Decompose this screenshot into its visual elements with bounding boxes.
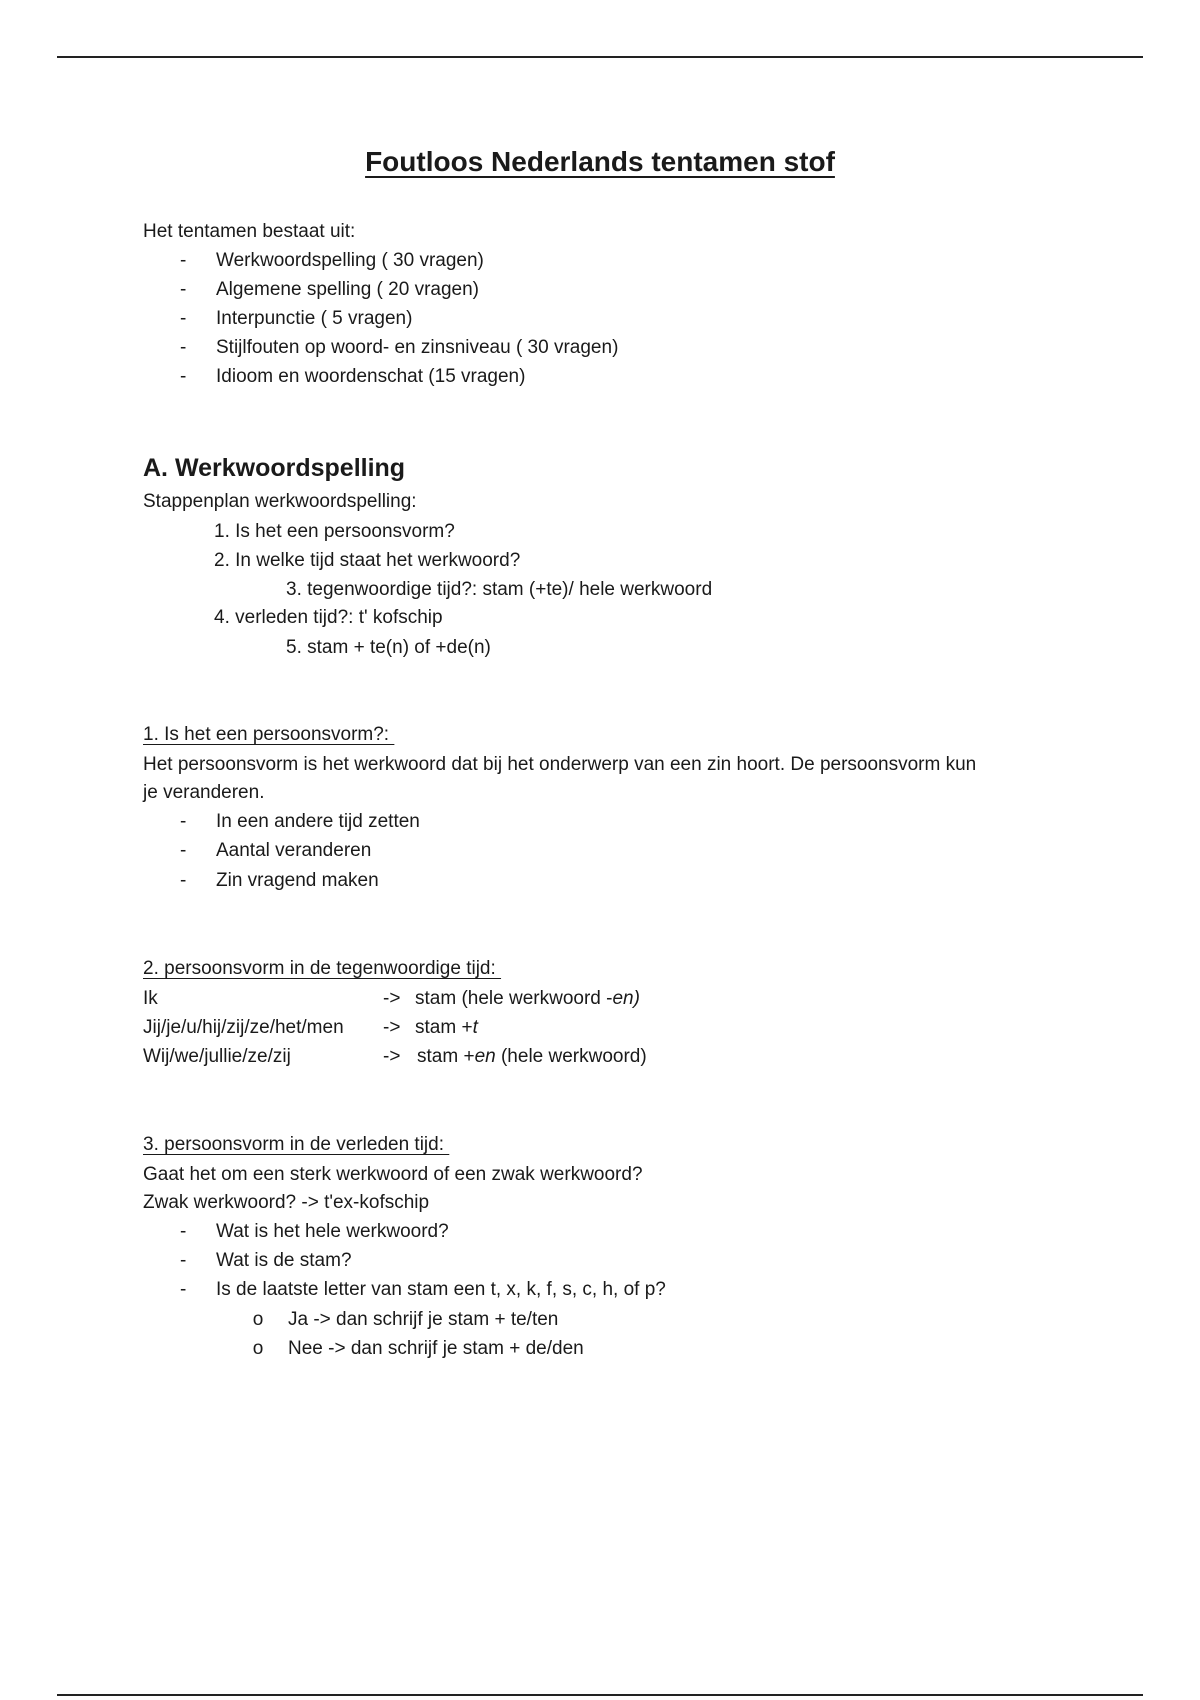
list-item-text: Wat is het hele werkwoord? <box>216 1221 449 1242</box>
list-item-text: Idioom en woordenschat (15 vragen) <box>216 366 526 387</box>
rule-cell: stam (hele werkwoord -en) <box>415 988 640 1009</box>
step-item: 4. verleden tijd?: t' kofschip <box>214 607 443 628</box>
paragraph-line: je veranderen. <box>143 782 265 803</box>
list-item-text: Aantal veranderen <box>216 840 372 861</box>
paragraph-line: Zwak werkwoord? -> t'ex-kofschip <box>143 1192 430 1213</box>
subject-cell: Jij/je/u/hij/zij/ze/het/men <box>143 1017 344 1038</box>
arrow-cell: -> <box>383 1046 401 1067</box>
subheading-verleden-tijd: 3. persoonsvorm in de verleden tijd: <box>143 1134 450 1155</box>
dash-bullet: - <box>180 250 187 271</box>
list-item-text: Stijlfouten op woord- en zinsniveau ( 30 vragen) <box>216 337 619 358</box>
dash-bullet: - <box>180 1279 187 1300</box>
step-item: 5. stam + te(n) of +de(n) <box>286 637 491 658</box>
rule-cell: stam +t <box>415 1017 478 1038</box>
list-item-text: Interpunctie ( 5 vragen) <box>216 308 413 329</box>
list-item-text: Werkwoordspelling ( 30 vragen) <box>216 250 484 271</box>
list-item-text: Is de laatste letter van stam een t, x, k, f, s, c, h, of p? <box>216 1279 666 1300</box>
footer-rule <box>57 1694 1143 1696</box>
arrow-cell: -> <box>383 1017 401 1038</box>
step-item: 3. tegenwoordige tijd?: stam (+te)/ hele werkwoord <box>286 579 713 600</box>
header-rule <box>57 56 1143 58</box>
step-item: 2. In welke tijd staat het werkwoord? <box>214 550 521 571</box>
subheading-persoonsvorm: 1. Is het een persoonsvorm?: <box>143 724 395 745</box>
arrow-cell: -> <box>383 988 401 1009</box>
rule-cell: stam +en (hele werkwoord) <box>417 1046 647 1067</box>
subject-cell: Wij/we/jullie/ze/zij <box>143 1046 291 1067</box>
dash-bullet: - <box>180 811 187 832</box>
page-title: Foutloos Nederlands tentamen stof <box>365 146 835 177</box>
list-item-text: Nee -> dan schrijf je stam + de/den <box>288 1338 584 1359</box>
dash-bullet: - <box>180 1221 187 1242</box>
section-heading-werkwoordspelling: A. Werkwoordspelling <box>143 454 406 482</box>
list-item-text: In een andere tijd zetten <box>216 811 420 832</box>
dash-bullet: - <box>180 366 187 387</box>
circle-bullet-icon: o <box>252 1309 264 1330</box>
subject-cell: Ik <box>143 988 158 1009</box>
paragraph-line: Gaat het om een sterk werkwoord of een zwak werkwoord? <box>143 1164 643 1185</box>
dash-bullet: - <box>180 1250 187 1271</box>
list-item-text: Zin vragend maken <box>216 870 379 891</box>
section-lead: Stappenplan werkwoordspelling: <box>143 491 417 512</box>
dash-bullet: - <box>180 870 187 891</box>
subheading-tegenwoordige-tijd: 2. persoonsvorm in de tegenwoordige tijd: <box>143 958 502 979</box>
list-item-text: Ja -> dan schrijf je stam + te/ten <box>288 1309 559 1330</box>
list-item-text: Algemene spelling ( 20 vragen) <box>216 279 479 300</box>
list-item-text: Wat is de stam? <box>216 1250 352 1271</box>
intro-lead: Het tentamen bestaat uit: <box>143 221 356 242</box>
paragraph-line: Het persoonsvorm is het werkwoord dat bij het onderwerp van een zin hoort. De persoonsvorm kun <box>143 754 977 775</box>
dash-bullet: - <box>180 279 187 300</box>
circle-bullet-icon: o <box>252 1338 264 1359</box>
dash-bullet: - <box>180 308 187 329</box>
dash-bullet: - <box>180 337 187 358</box>
dash-bullet: - <box>180 840 187 861</box>
step-item: 1. Is het een persoonsvorm? <box>214 521 455 542</box>
